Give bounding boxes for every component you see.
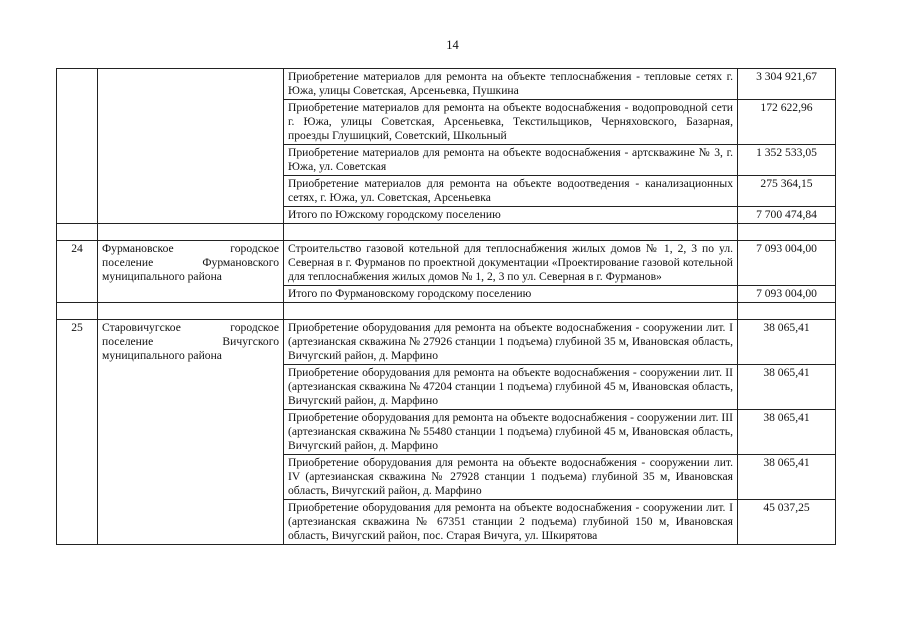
municipality-name: Старовичугское городское поселение Вичугского муниципального района — [98, 320, 284, 545]
row-number — [57, 69, 98, 224]
item-description: Приобретение оборудования для ремонта на объекте водоснабжения - сооружении лит. IV (артезианская скважина № 27928 станции 1 подъема) глубиной 35 м, Ивановская область, Вичугский район, д. Марфино — [284, 455, 738, 500]
section-spacer — [57, 303, 836, 320]
item-amount: 3 304 921,67 — [738, 69, 836, 100]
total-label: Итого по Фурмановскому городскому поселению — [284, 286, 738, 303]
row-number: 25 — [57, 320, 98, 545]
item-description: Приобретение материалов для ремонта на объекте водоотведения - канализационных сетях, г. Южа, ул. Советская, Арсеньевка — [284, 176, 738, 207]
item-description: Приобретение оборудования для ремонта на объекте водоснабжения - сооружении лит. III (артезианская скважина № 55480 станции 1 подъема) глубиной 45 м, Ивановская область, Вичугский район, д. Марфино — [284, 410, 738, 455]
item-amount: 38 065,41 — [738, 365, 836, 410]
row-number: 24 — [57, 241, 98, 303]
table-row — [57, 241, 836, 286]
item-description: Приобретение оборудования для ремонта на объекте водоснабжения - сооружении лит. I (артезианская скважина № 67351 станции 2 подъема) глубиной 150 м, Ивановская область, Вичугский район, пос. Старая Вичуга, ул. Шкирятова — [284, 500, 738, 545]
section-spacer — [57, 224, 836, 241]
item-amount: 38 065,41 — [738, 410, 836, 455]
table-row — [57, 69, 836, 100]
funding-table — [56, 68, 836, 545]
total-label: Итого по Южскому городскому поселению — [284, 207, 738, 224]
page-number: 14 — [446, 38, 459, 52]
item-description: Приобретение материалов для ремонта на объекте теплоснабжения - тепловые сетях г. Южа, улицы Советская, Арсеньевка, Пушкина — [284, 69, 738, 100]
item-amount: 275 364,15 — [738, 176, 836, 207]
item-amount: 7 093 004,00 — [738, 241, 836, 286]
item-amount: 38 065,41 — [738, 320, 836, 365]
item-description: Строительство газовой котельной для теплоснабжения жилых домов № 1, 2, 3 по ул. Северная в г. Фурманов по проектной документации «Проектирование газовой котельной для теплоснабжения жилых домов № 1, 2, 3 по ул. Северная в г. Фурманов» — [284, 241, 738, 286]
item-amount: 45 037,25 — [738, 500, 836, 545]
item-description: Приобретение оборудования для ремонта на объекте водоснабжения - сооружении лит. II (артезианская скважина № 47204 станции 1 подъема) глубиной 45 м, Ивановская область, Вичугский район, д. Марфино — [284, 365, 738, 410]
total-amount: 7 093 004,00 — [738, 286, 836, 303]
item-description: Приобретение материалов для ремонта на объекте водоснабжения - артскважине № 3, г. Южа, ул. Советская — [284, 145, 738, 176]
item-description: Приобретение материалов для ремонта на объекте водоснабжения - водопроводной сети г. Южа, улицы Советская, Арсеньевка, Текстильщиков, Черняховского, Базарная, проезды Глушицкий, Советский, Школьный — [284, 100, 738, 145]
total-amount: 7 700 474,84 — [738, 207, 836, 224]
item-amount: 172 622,96 — [738, 100, 836, 145]
item-amount: 38 065,41 — [738, 455, 836, 500]
item-amount: 1 352 533,05 — [738, 145, 836, 176]
municipality-name: Фурмановское городское поселение Фурмановского муниципального района — [98, 241, 284, 303]
table-row — [57, 320, 836, 365]
item-description: Приобретение оборудования для ремонта на объекте водоснабжения - сооружении лит. I (артезианская скважина № 27926 станции 1 подъема) глубиной 35 м, Ивановская область, Вичугский район, д. Марфино — [284, 320, 738, 365]
municipality-name — [98, 69, 284, 224]
